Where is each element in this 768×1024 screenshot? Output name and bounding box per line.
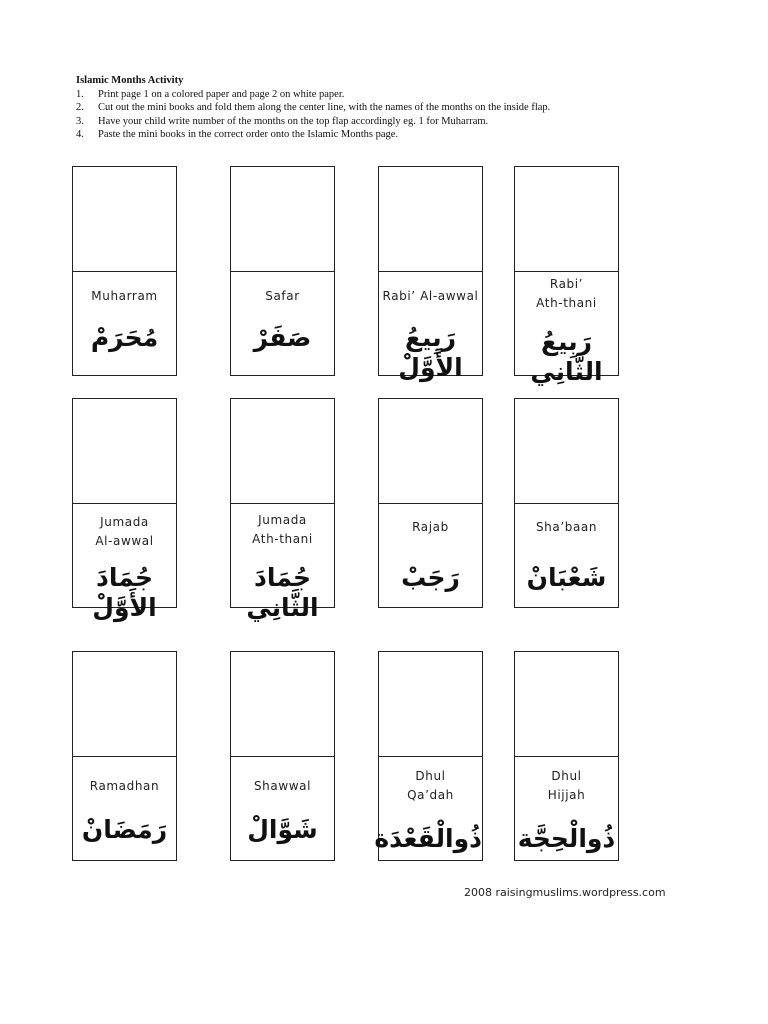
instruction-step xyxy=(76,88,696,102)
month-name: Shawwal xyxy=(253,779,312,793)
month-arabic: ذُوالْحِجَّة xyxy=(517,824,616,853)
step-number: 3. xyxy=(76,115,84,127)
top-flap xyxy=(231,167,334,272)
top-flap xyxy=(379,167,482,272)
footer-credit: 2008 raisingmuslims.wordpress.com xyxy=(464,886,666,899)
month-arabic: صَفَرْ xyxy=(253,323,312,352)
instructions-list xyxy=(76,88,696,142)
month-arabic: رَبِيعُ الثَّانِي xyxy=(530,327,603,386)
top-flap xyxy=(515,652,618,757)
month-name: Dhul Qa’dah xyxy=(407,769,454,802)
instruction-step xyxy=(76,101,696,115)
month-card-rajab xyxy=(378,398,483,608)
month-arabic: مُحَرَمْ xyxy=(90,323,159,352)
month-name: Rabi’ Al-awwal xyxy=(382,289,479,303)
month-card-jumada-al-awwal xyxy=(72,398,177,622)
month-card-dhul-qadah xyxy=(374,651,483,861)
month-name: Safar xyxy=(265,289,300,303)
month-arabic: رَجَبْ xyxy=(401,563,460,592)
top-flap xyxy=(515,399,618,504)
month-card-muharram xyxy=(72,166,177,376)
month-name: Jumada Ath-thani xyxy=(252,513,313,546)
month-name: Rajab xyxy=(412,520,449,534)
month-arabic: جُمَادَ الثَّانِي xyxy=(246,563,319,622)
top-flap xyxy=(73,167,176,272)
month-card-ramadhan xyxy=(72,651,177,861)
step-number: 1. xyxy=(76,88,84,100)
month-name: Rabi’ Ath-thani xyxy=(536,277,597,310)
month-card-dhul-hijjah xyxy=(514,651,619,861)
month-card-shawwal xyxy=(230,651,335,861)
step-text: Have your child write number of the months on the top flap accordingly eg. 1 for Muharram. xyxy=(98,115,489,127)
instructions-title: Islamic Months Activity xyxy=(76,75,184,86)
instruction-step xyxy=(76,115,696,129)
month-arabic: رَبِيعُ الأَوَّلْ xyxy=(398,323,463,382)
month-name: Jumada Al-awwal xyxy=(95,515,154,548)
month-name: Ramadhan xyxy=(89,779,160,793)
month-card-rabi-ath-thani xyxy=(514,166,619,386)
top-flap xyxy=(73,399,176,504)
instructions-block xyxy=(76,74,696,142)
top-flap xyxy=(379,652,482,757)
month-name: Dhul Hijjah xyxy=(547,769,586,802)
month-card-jumada-ath-thani xyxy=(230,398,335,622)
month-arabic: ذُوالْقَعْدَة xyxy=(374,824,482,853)
instruction-step xyxy=(76,128,696,142)
month-arabic: شَوَّالْ xyxy=(247,815,318,844)
month-name: Sha’baan xyxy=(535,520,598,534)
month-card-rabi-al-awwal xyxy=(378,166,483,382)
top-flap xyxy=(73,652,176,757)
step-text: Cut out the mini books and fold them along the center line, with the names of the months on the inside flap. xyxy=(98,102,551,114)
month-name: Muharram xyxy=(91,289,158,303)
top-flap xyxy=(231,399,334,504)
top-flap xyxy=(379,399,482,504)
top-flap xyxy=(515,167,618,272)
step-text: Print page 1 on a colored paper and page 2 on white paper. xyxy=(98,88,345,100)
month-arabic: جُمَادَ الأَوَّلْ xyxy=(92,563,157,622)
top-flap xyxy=(231,652,334,757)
month-arabic: رَمَضَانْ xyxy=(81,815,168,844)
step-text: Paste the mini books in the correct order onto the Islamic Months page. xyxy=(98,129,399,141)
month-card-shabaan xyxy=(514,398,619,608)
step-number: 4. xyxy=(76,129,84,141)
month-card-safar xyxy=(230,166,335,376)
month-arabic: شَعْبَانْ xyxy=(526,563,607,592)
step-number: 2. xyxy=(76,102,84,114)
